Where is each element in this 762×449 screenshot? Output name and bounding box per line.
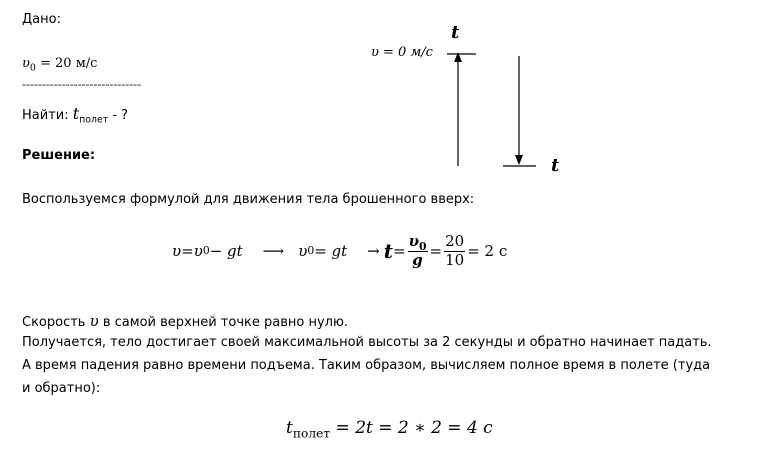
- v0-value: = 20 м/с: [35, 56, 98, 71]
- given-heading: Дано:: [22, 12, 61, 27]
- top-velocity-label: υ = 0 м/с: [371, 45, 433, 60]
- formula-arrow2: →: [367, 242, 380, 260]
- formula-fraction-numeric: [444, 231, 465, 269]
- find-subscript: полет: [79, 114, 109, 126]
- fraction-num-sub: 0: [418, 239, 427, 253]
- formula-eq3: =: [429, 242, 443, 260]
- solution-heading: Решение:: [22, 148, 96, 163]
- formula-arrow1: ⟶: [262, 242, 285, 260]
- formula-minus-gt: − gt: [209, 242, 243, 260]
- v0-symbol: υ: [22, 56, 30, 71]
- fraction-den-g: g: [412, 250, 423, 269]
- fraction-num-20: 20: [445, 231, 465, 250]
- find-suffix: - ?: [108, 108, 129, 123]
- upward-arrow: [454, 52, 462, 166]
- find-variable: t: [72, 104, 80, 123]
- formula-fraction-symbolic: [408, 231, 428, 269]
- explanation-line-1: Скорость υ в самой верхней точке равно нулю.: [22, 312, 349, 330]
- explanation-line-2: Получается, тело достигает своей максимальной высоты за 2 секунды и обратно начинает падать.: [22, 335, 712, 350]
- total-time-sub: полет: [292, 426, 331, 441]
- formula-eq-gt: = gt: [314, 242, 348, 260]
- formula-main: υ = υ 0 − gt ⟶ υ 0 = gt → t = $\frac{\upsilon_0}{g}$ = $\frac{20}{10}$ = 2 с: [172, 231, 508, 269]
- formula-result: = 2 с: [467, 242, 508, 260]
- downward-arrow: [515, 56, 523, 165]
- top-time-label: t: [451, 22, 460, 43]
- formula-v0b: υ: [298, 242, 308, 260]
- total-time-t: t: [286, 418, 293, 438]
- fraction-den-10: 10: [445, 250, 465, 269]
- v0-subscript: 0: [29, 62, 36, 74]
- find-label: Найти:: [22, 108, 73, 123]
- formula-total-time: [286, 418, 493, 441]
- explanation-line-3: А время падения равно времени подъема. Таким образом, вычисляем полное время в полете (туда: [22, 358, 711, 373]
- formula-t: t: [383, 239, 393, 263]
- formula-eq1: =: [181, 242, 194, 260]
- velocity-symbol: υ: [89, 312, 99, 330]
- formula-v: υ: [172, 242, 182, 260]
- total-time-rest: = 2t = 2 ∗ 2 = 4 с: [330, 418, 493, 438]
- fraction-num-v: υ: [408, 231, 419, 250]
- explanation-line-4: и обратно):: [22, 381, 101, 396]
- formula-eq2: =: [392, 242, 406, 260]
- solution-intro: Воспользуемся формулой для движения тела брошенного вверх:: [22, 192, 475, 207]
- bottom-time-label: t: [551, 155, 560, 176]
- given-separator: ------------------------------: [22, 78, 142, 91]
- formula-v0: υ: [193, 242, 203, 260]
